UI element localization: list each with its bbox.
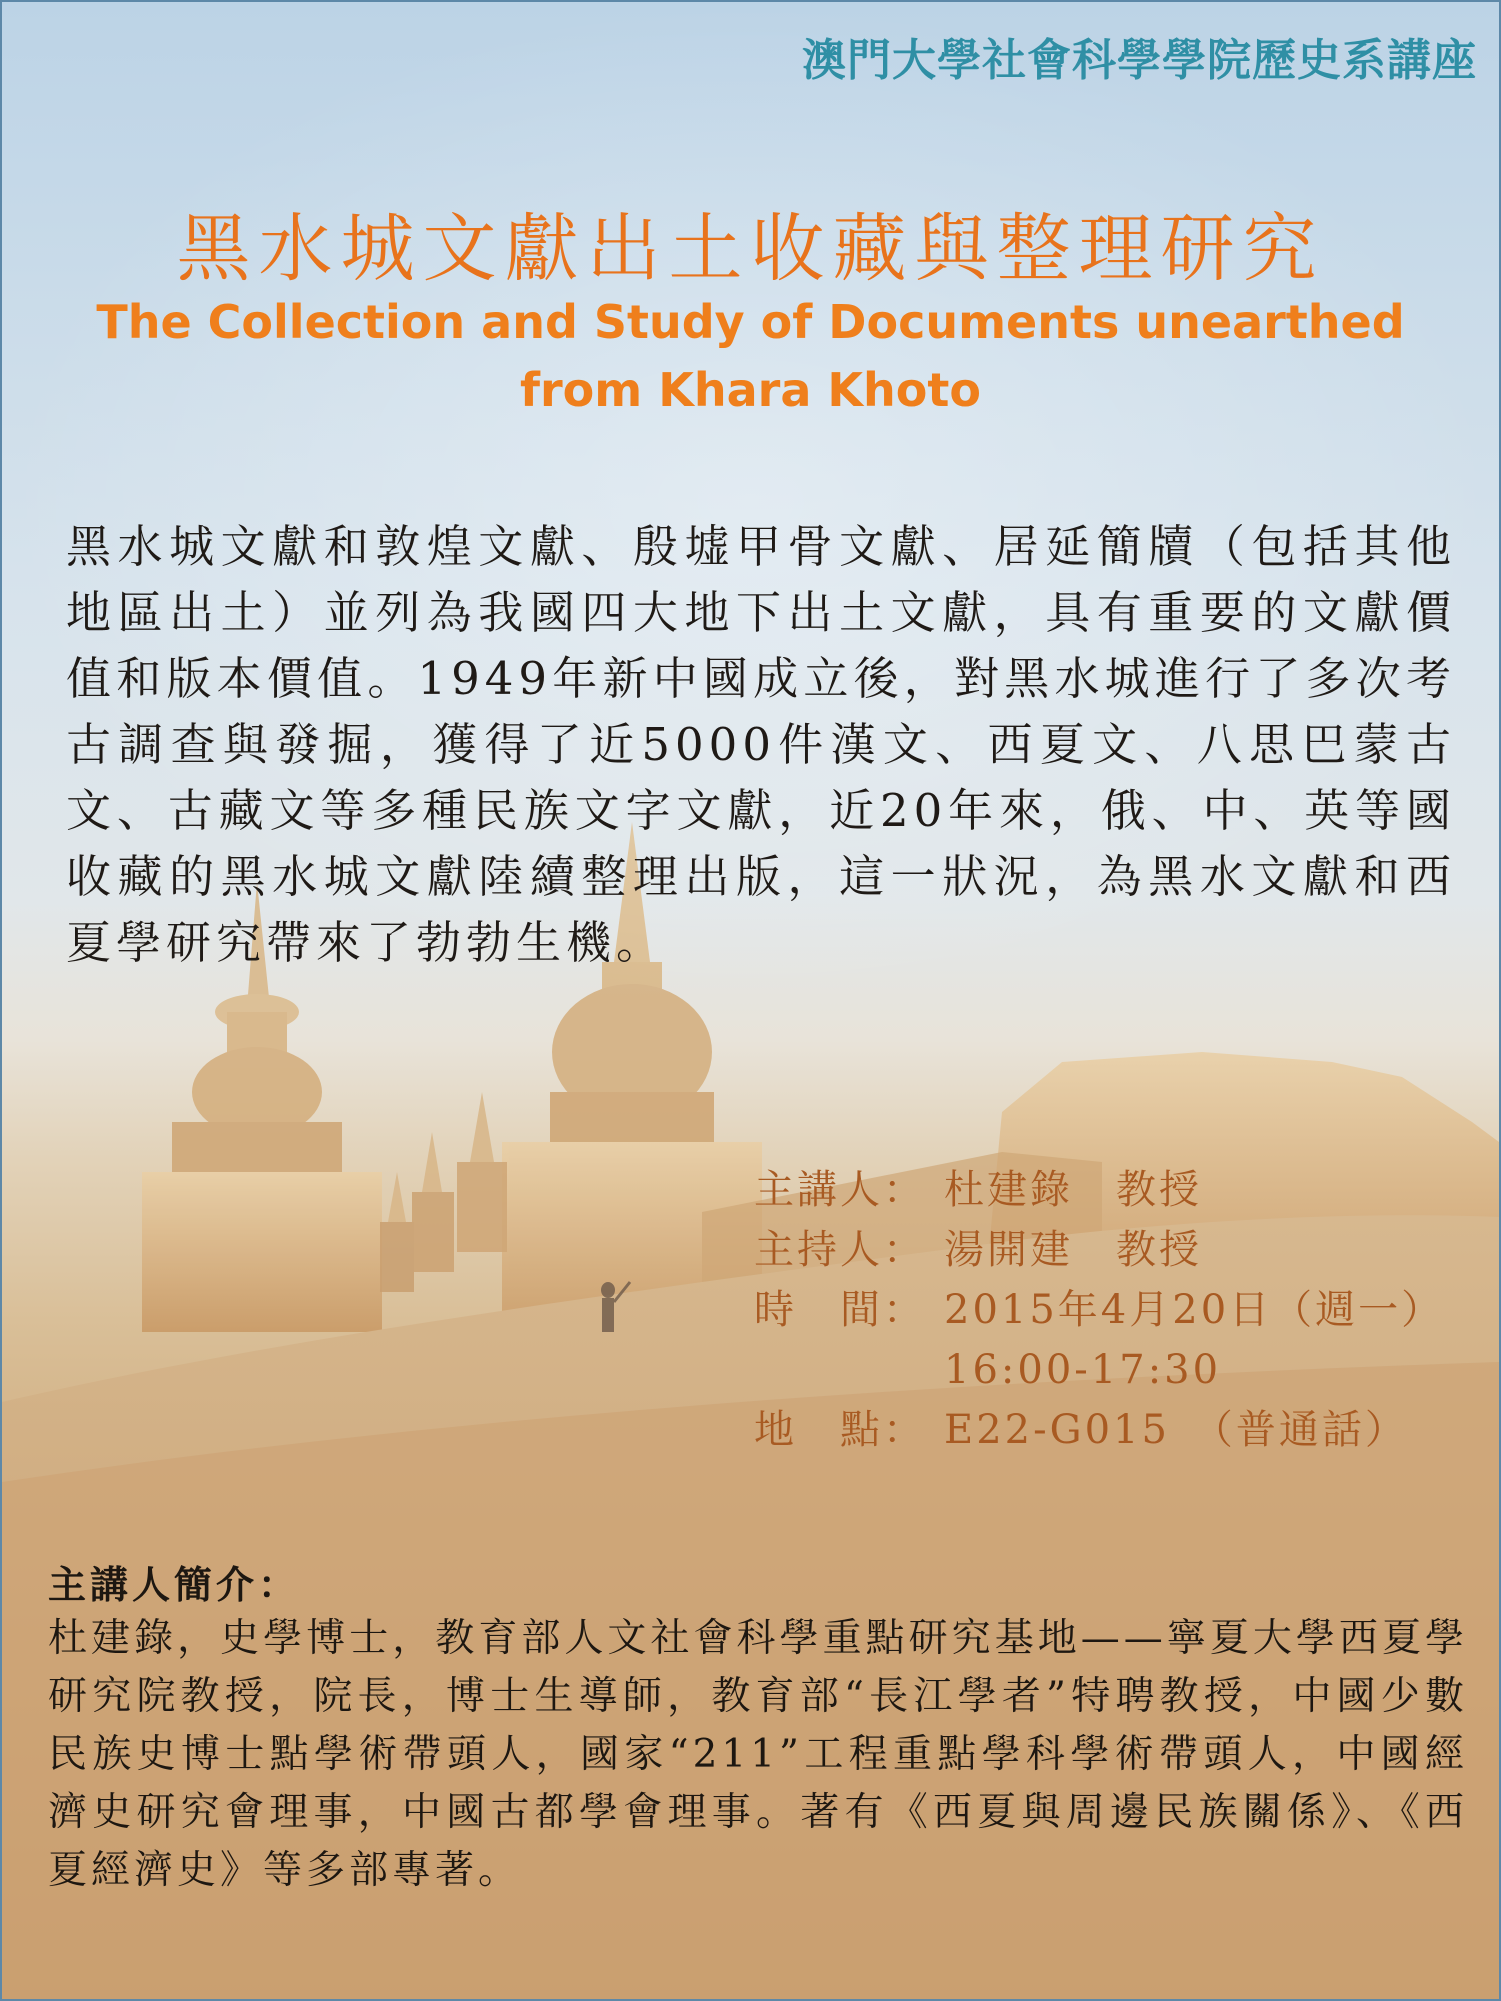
speaker-bio-text: 杜建錄，史學博士，教育部人文社會科學重點研究基地——寧夏大學西夏學研究院教授，院長，博士生導師，教育部“長江學者”特聘教授，中國少數民族史博士點學術帶頭人，國家“211”工程重點學科學術帶頭人，中國經濟史研究會理事，中國古都學會理事。著有《西夏與周邊民族關係》、《西夏經濟史》等多部專著。 [48,1616,1468,1893]
host-label: 主持人： [754,1227,926,1273]
small-stupas [380,1092,507,1292]
host-value: 湯開建 教授 [944,1227,1202,1273]
time-value: 16:00-17:30 [944,1347,1222,1393]
host-row [754,1220,1444,1280]
lecture-abstract: 黑水城文獻和敦煌文獻、殷墟甲骨文獻、居延簡牘（包括其他地區出土）並列為我國四大地下出土文獻，具有重要的文獻價值和版本價值。1949年新中國成立後，對黑水城進行了多次考古調查與發掘，獲得了近5000件漢文、西夏文、八思巴蒙古文、古藏文等多種民族文字文獻，近20年來，俄、中、英等國收藏的黑水城文獻陸續整理出版，這一狀況，為黑水文獻和西夏學研究帶來了勃勃生機。 [66,520,1456,969]
time-row [754,1280,1444,1340]
title-english: The Collection and Study of Documents unearthed from Khara Khoto [96,295,1405,417]
speaker-label: 主講人： [754,1167,926,1213]
date-value: 2015年4月20日（週一） [944,1287,1445,1333]
lecture-series-header: 澳門大學社會科學學院歷史系講座 [802,35,1477,86]
venue-value: E22-G015 （普通話） [944,1407,1408,1453]
title-chinese: 黑水城文獻出土收藏與整理研究 [176,206,1325,292]
venue-label: 地 點： [754,1407,926,1453]
venue-row [754,1400,1444,1460]
speaker-bio-heading: 主講人簡介： [48,1563,301,1607]
time-range-row [754,1340,1444,1400]
speaker-row [754,1160,1444,1220]
speaker-value: 杜建錄 教授 [944,1167,1202,1213]
lecture-details [754,1160,1444,1460]
time-label: 時 間： [754,1287,926,1333]
